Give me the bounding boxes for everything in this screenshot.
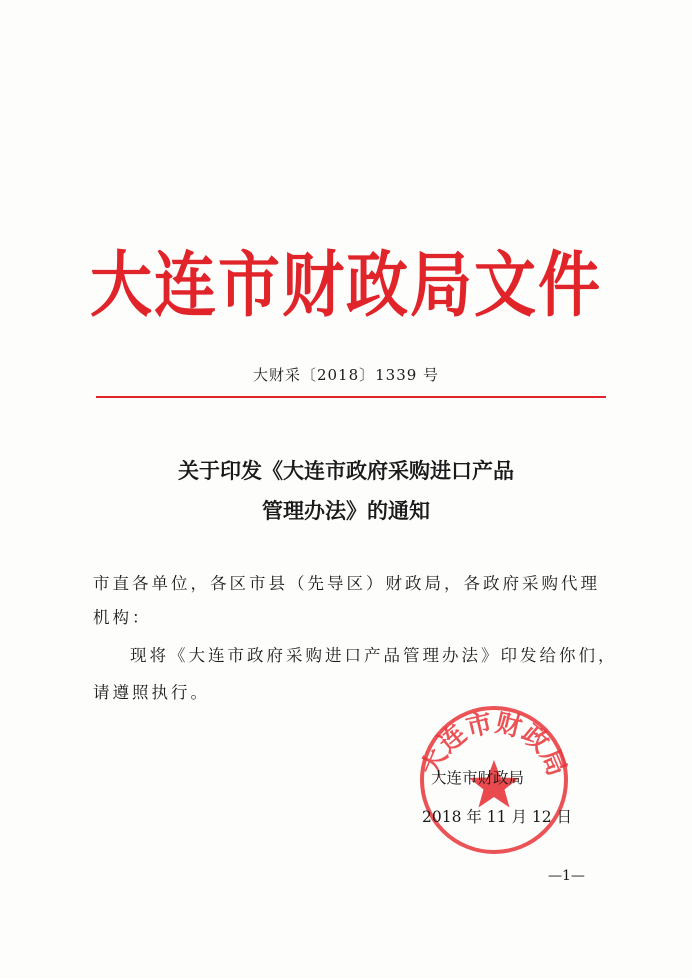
body-text-line-2: 请遵照执行。 [93,683,210,702]
page-number: —1— [548,868,585,884]
salutation-line-1: 市直各单位，各区市县（先导区）财政局，各政府采购代理 [93,574,600,593]
notice-title-line-1: 关于印发《大连市政府采购进口产品 [178,459,514,483]
red-divider-line [96,396,606,398]
issue-date: 2018 年 11 月 12 日 [422,808,573,826]
notice-title-line-2: 管理办法》的通知 [262,499,430,523]
document-number: 大财采〔2018〕1339 号 [252,366,440,384]
document-header-title: 大连市财政局文件 [89,242,602,327]
issuer-signature: 大连市财政局 [431,769,525,787]
seal-text: 大连市财政局 [416,708,572,781]
body-text-line-1: 现将《大连市政府采购进口产品管理办法》印发给你们， [130,646,618,665]
salutation-line-2: 机构： [93,608,152,627]
